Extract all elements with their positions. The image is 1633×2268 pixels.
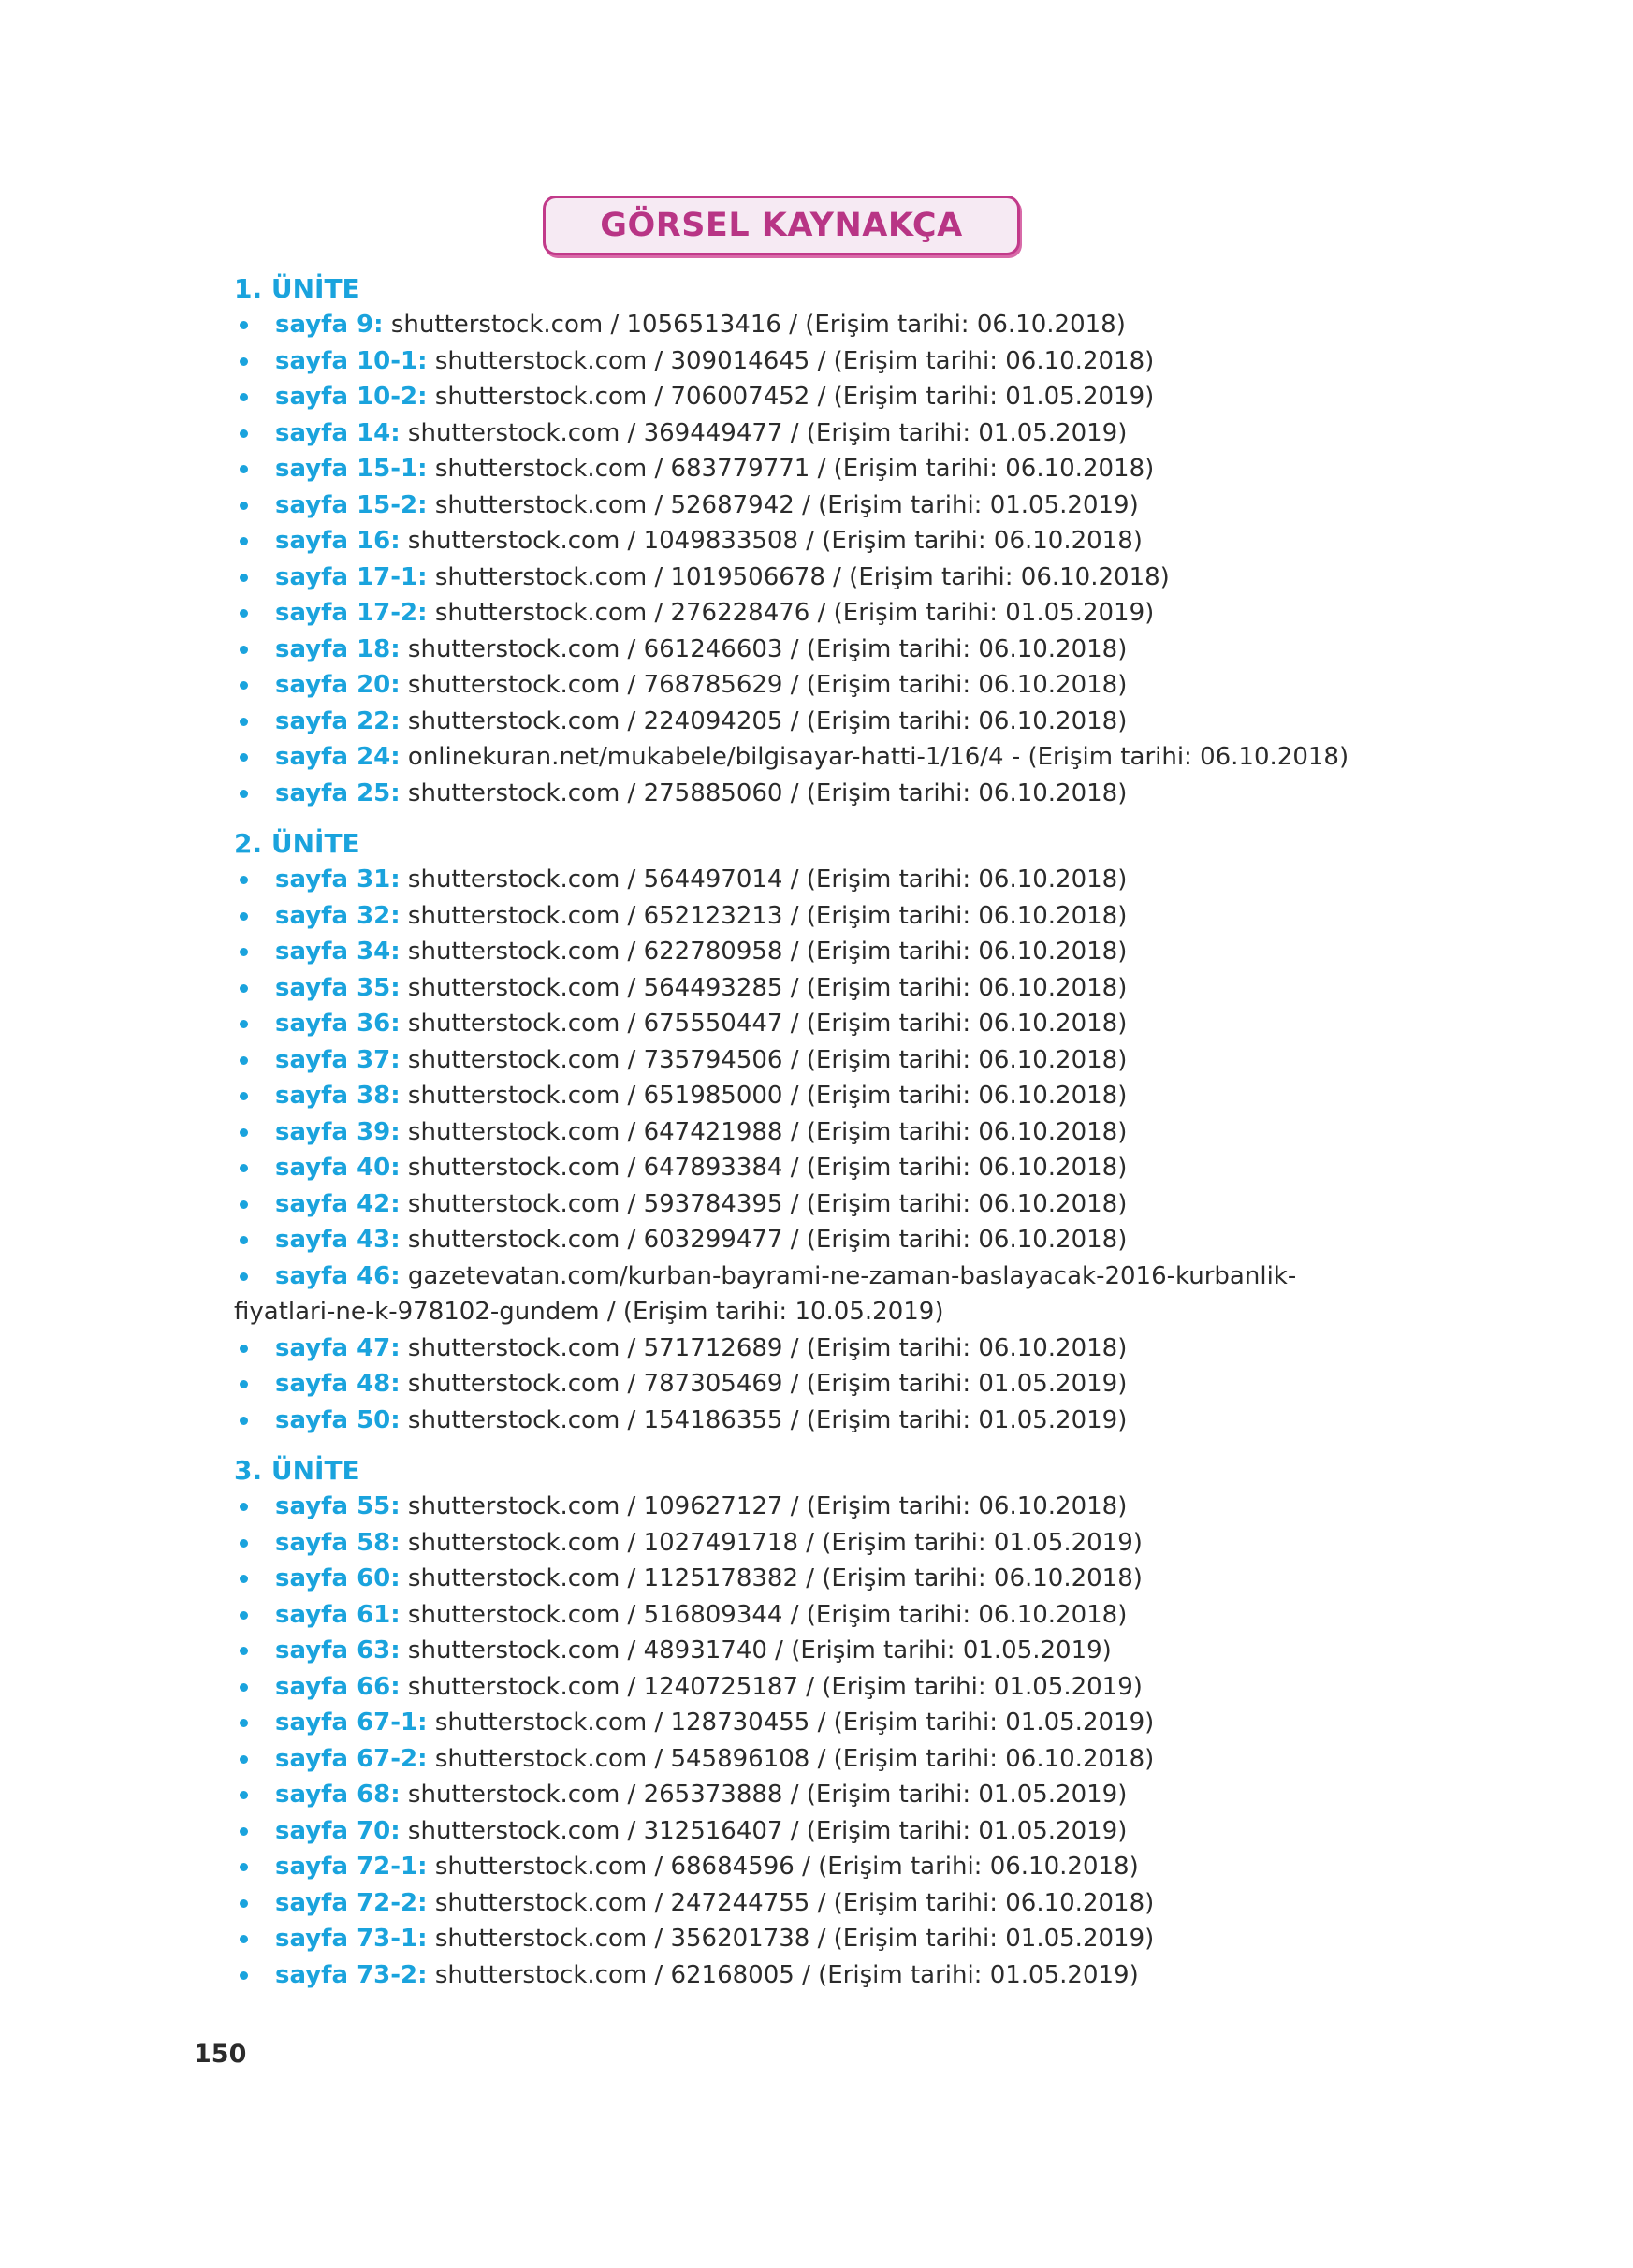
page-label: sayfa 31: bbox=[275, 865, 401, 894]
source-text: shutterstock.com / 1049833508 / (Erişim tarihi: 06.10.2018) bbox=[407, 527, 1143, 555]
list-item bbox=[234, 487, 1451, 524]
source-text: shutterstock.com / 622780958 / (Erişim tarihi: 06.10.2018) bbox=[407, 938, 1128, 966]
list-item bbox=[234, 595, 1451, 632]
source-text: gazetevatan.com/kurban-bayrami-ne-zaman-baslayacak-2016-kurbanlik-fiyatlari-ne-k-978102-gundem / (Erişim tarihi: 10.05.2019) bbox=[234, 1261, 1297, 1326]
source-text: shutterstock.com / 1056513416 / (Erişim tarihi: 06.10.2018) bbox=[390, 311, 1126, 339]
page-label: sayfa 63: bbox=[275, 1636, 401, 1665]
bullet-icon bbox=[240, 876, 248, 884]
bullet-icon bbox=[240, 1827, 248, 1836]
page-title: GÖRSEL KAYNAKÇA bbox=[600, 207, 963, 244]
source-text: shutterstock.com / 68684596 / (Erişim tarihi: 06.10.2018) bbox=[434, 1853, 1139, 1881]
source-text: shutterstock.com / 647893384 / (Erişim tarihi: 06.10.2018) bbox=[407, 1154, 1128, 1182]
source-text: shutterstock.com / 564497014 / (Erişim tarihi: 06.10.2018) bbox=[407, 865, 1128, 894]
page-label: sayfa 73-2: bbox=[275, 1960, 428, 1989]
page-label: sayfa 50: bbox=[275, 1405, 401, 1434]
list-item bbox=[234, 1561, 1451, 1597]
list-item bbox=[234, 776, 1451, 812]
page-label: sayfa 42: bbox=[275, 1189, 401, 1218]
page-label: sayfa 18: bbox=[275, 634, 401, 663]
list-item bbox=[234, 667, 1451, 704]
source-text: shutterstock.com / 48931740 / (Erişim tarihi: 01.05.2019) bbox=[407, 1636, 1112, 1665]
section-gap bbox=[234, 1438, 1451, 1453]
bullet-icon bbox=[240, 790, 248, 798]
source-text: shutterstock.com / 571712689 / (Erişim tarihi: 06.10.2018) bbox=[407, 1333, 1128, 1362]
list-item bbox=[234, 1741, 1451, 1778]
page-label: sayfa 15-1: bbox=[275, 455, 428, 483]
source-text: shutterstock.com / 593784395 / (Erişim tarihi: 06.10.2018) bbox=[407, 1189, 1128, 1218]
list-item bbox=[234, 1078, 1451, 1114]
source-text: shutterstock.com / 128730455 / (Erişim tarihi: 01.05.2019) bbox=[434, 1708, 1155, 1737]
page-label: sayfa 16: bbox=[275, 527, 401, 555]
source-text: shutterstock.com / 356201738 / (Erişim tarihi: 01.05.2019) bbox=[434, 1925, 1155, 1953]
unit-heading: 2. ÜNİTE bbox=[234, 828, 360, 859]
bullet-icon bbox=[240, 537, 248, 545]
bullet-icon bbox=[240, 465, 248, 473]
list-item bbox=[234, 1777, 1451, 1813]
bullet-icon bbox=[240, 1164, 248, 1172]
page-label: sayfa 47: bbox=[275, 1333, 401, 1362]
list-item bbox=[234, 307, 1451, 343]
page-label: sayfa 34: bbox=[275, 938, 401, 966]
bullet-icon bbox=[240, 948, 248, 956]
page-label: sayfa 55: bbox=[275, 1492, 401, 1520]
bullet-icon bbox=[240, 1647, 248, 1655]
list-item bbox=[234, 704, 1451, 740]
list-item bbox=[234, 1042, 1451, 1079]
page-label: sayfa 61: bbox=[275, 1600, 401, 1629]
source-text: shutterstock.com / 603299477 / (Erişim tarihi: 06.10.2018) bbox=[407, 1226, 1128, 1254]
bullet-icon bbox=[240, 1345, 248, 1353]
page-label: sayfa 17-2: bbox=[275, 599, 428, 627]
bullet-icon bbox=[240, 1611, 248, 1620]
list-item bbox=[234, 739, 1451, 776]
list-item bbox=[234, 1849, 1451, 1885]
bullet-icon bbox=[240, 1272, 248, 1281]
list-item bbox=[234, 415, 1451, 452]
list-item bbox=[234, 632, 1451, 668]
source-text: shutterstock.com / 109627127 / (Erişim tarihi: 06.10.2018) bbox=[407, 1492, 1128, 1520]
bullet-icon bbox=[240, 1056, 248, 1065]
page-label: sayfa 22: bbox=[275, 706, 401, 735]
page-label: sayfa 10-1: bbox=[275, 346, 428, 375]
page-label: sayfa 68: bbox=[275, 1781, 401, 1809]
bullet-icon bbox=[240, 1092, 248, 1100]
page-label: sayfa 48: bbox=[275, 1370, 401, 1398]
page-label: sayfa 67-2: bbox=[275, 1744, 428, 1773]
page-label: sayfa 14: bbox=[275, 418, 401, 447]
source-text: shutterstock.com / 224094205 / (Erişim tarihi: 06.10.2018) bbox=[407, 706, 1128, 735]
list-item bbox=[234, 451, 1451, 487]
list-item bbox=[234, 379, 1451, 415]
source-text: shutterstock.com / 1240725187 / (Erişim tarihi: 01.05.2019) bbox=[407, 1672, 1143, 1701]
bullet-icon bbox=[240, 1236, 248, 1244]
list-item bbox=[234, 560, 1451, 596]
list-item bbox=[234, 1258, 1301, 1330]
bullet-icon bbox=[240, 1791, 248, 1799]
list-item bbox=[234, 1669, 1451, 1706]
bullet-icon bbox=[240, 429, 248, 438]
page-label: sayfa 17-1: bbox=[275, 562, 428, 591]
list-item bbox=[234, 1813, 1451, 1850]
reference-list bbox=[234, 307, 1451, 811]
bullet-icon bbox=[240, 393, 248, 401]
page-label: sayfa 35: bbox=[275, 973, 401, 1002]
list-item bbox=[234, 1921, 1451, 1957]
list-item bbox=[234, 934, 1451, 970]
list-item bbox=[234, 523, 1451, 560]
page-label: sayfa 70: bbox=[275, 1816, 401, 1845]
bullet-icon bbox=[240, 753, 248, 762]
list-item bbox=[234, 1597, 1451, 1634]
source-text: shutterstock.com / 1125178382 / (Erişim tarihi: 06.10.2018) bbox=[407, 1564, 1143, 1592]
source-text: shutterstock.com / 545896108 / (Erişim tarihi: 06.10.2018) bbox=[434, 1744, 1155, 1773]
page-number: 150 bbox=[194, 2040, 247, 2069]
list-item bbox=[234, 1885, 1451, 1922]
list-item bbox=[234, 1366, 1451, 1403]
source-text: shutterstock.com / 706007452 / (Erişim tarihi: 01.05.2019) bbox=[434, 383, 1155, 411]
page-label: sayfa 10-2: bbox=[275, 383, 428, 411]
source-text: shutterstock.com / 265373888 / (Erişim tarihi: 01.05.2019) bbox=[407, 1781, 1128, 1809]
list-item bbox=[234, 1489, 1451, 1525]
list-item bbox=[234, 1705, 1451, 1741]
unit-heading: 3. ÜNİTE bbox=[234, 1455, 360, 1486]
bullet-icon bbox=[240, 1971, 248, 1980]
bullet-icon bbox=[240, 1575, 248, 1583]
bullet-icon bbox=[240, 1683, 248, 1692]
section-gap bbox=[234, 811, 1451, 826]
list-item bbox=[234, 1957, 1451, 1994]
bullet-icon bbox=[240, 609, 248, 618]
source-text: shutterstock.com / 247244755 / (Erişim tarihi: 06.10.2018) bbox=[434, 1888, 1155, 1917]
page-label: sayfa 40: bbox=[275, 1154, 401, 1182]
page-label: sayfa 15-2: bbox=[275, 490, 428, 519]
source-text: shutterstock.com / 647421988 / (Erişim tarihi: 06.10.2018) bbox=[407, 1117, 1128, 1146]
source-text: shutterstock.com / 309014645 / (Erişim tarihi: 06.10.2018) bbox=[434, 346, 1155, 375]
page-label: sayfa 66: bbox=[275, 1672, 401, 1701]
list-item bbox=[234, 1633, 1451, 1669]
page-label: sayfa 73-1: bbox=[275, 1925, 428, 1953]
bullet-icon bbox=[240, 1503, 248, 1511]
list-item bbox=[234, 898, 1451, 935]
source-text: shutterstock.com / 52687942 / (Erişim tarihi: 01.05.2019) bbox=[434, 490, 1139, 519]
source-text: shutterstock.com / 154186355 / (Erişim tarihi: 01.05.2019) bbox=[407, 1405, 1128, 1434]
source-text: shutterstock.com / 661246603 / (Erişim tarihi: 06.10.2018) bbox=[407, 634, 1128, 663]
page-label: sayfa 46: bbox=[275, 1261, 401, 1290]
bullet-icon bbox=[240, 502, 248, 510]
source-text: shutterstock.com / 62168005 / (Erişim tarihi: 01.05.2019) bbox=[434, 1960, 1139, 1989]
list-item bbox=[234, 1525, 1451, 1562]
source-text: shutterstock.com / 564493285 / (Erişim tarihi: 06.10.2018) bbox=[407, 973, 1128, 1002]
reference-list bbox=[234, 862, 1451, 1438]
bullet-icon bbox=[240, 718, 248, 726]
source-text: shutterstock.com / 312516407 / (Erişim tarihi: 01.05.2019) bbox=[407, 1816, 1128, 1845]
page-label: sayfa 36: bbox=[275, 1010, 401, 1038]
page-label: sayfa 67-1: bbox=[275, 1708, 428, 1737]
bullet-icon bbox=[240, 984, 248, 993]
source-text: shutterstock.com / 675550447 / (Erişim tarihi: 06.10.2018) bbox=[407, 1010, 1128, 1038]
source-text: shutterstock.com / 276228476 / (Erişim tarihi: 01.05.2019) bbox=[434, 599, 1155, 627]
bullet-icon bbox=[240, 1200, 248, 1209]
bullet-icon bbox=[240, 1899, 248, 1908]
bullet-icon bbox=[240, 1719, 248, 1727]
source-text: shutterstock.com / 683779771 / (Erişim tarihi: 06.10.2018) bbox=[434, 455, 1155, 483]
source-text: shutterstock.com / 651985000 / (Erişim tarihi: 06.10.2018) bbox=[407, 1082, 1128, 1110]
bullet-icon bbox=[240, 1417, 248, 1425]
page-label: sayfa 60: bbox=[275, 1564, 401, 1592]
source-text: shutterstock.com / 735794506 / (Erişim tarihi: 06.10.2018) bbox=[407, 1045, 1128, 1074]
bullet-icon bbox=[240, 912, 248, 921]
bullet-icon bbox=[240, 1863, 248, 1871]
page-label: sayfa 72-1: bbox=[275, 1853, 428, 1881]
page-label: sayfa 20: bbox=[275, 671, 401, 699]
source-text: shutterstock.com / 652123213 / (Erişim tarihi: 06.10.2018) bbox=[407, 901, 1128, 930]
page-label: sayfa 58: bbox=[275, 1528, 401, 1557]
bullet-icon bbox=[240, 574, 248, 582]
list-item bbox=[234, 970, 1451, 1007]
bibliography-content bbox=[234, 271, 1451, 1993]
list-item bbox=[234, 1006, 1451, 1042]
bullet-icon bbox=[240, 1935, 248, 1943]
page-label: sayfa 43: bbox=[275, 1226, 401, 1254]
list-item bbox=[234, 1403, 1451, 1439]
bullet-icon bbox=[240, 1755, 248, 1764]
page-label: sayfa 32: bbox=[275, 901, 401, 930]
list-item bbox=[234, 1186, 1451, 1223]
page-label: sayfa 25: bbox=[275, 778, 401, 807]
page-label: sayfa 9: bbox=[275, 311, 384, 339]
page-label: sayfa 24: bbox=[275, 743, 401, 771]
unit-heading: 1. ÜNİTE bbox=[234, 273, 360, 304]
bullet-icon bbox=[240, 646, 248, 654]
bullet-icon bbox=[240, 357, 248, 366]
source-text: shutterstock.com / 787305469 / (Erişim tarihi: 01.05.2019) bbox=[407, 1370, 1128, 1398]
page-label: sayfa 38: bbox=[275, 1082, 401, 1110]
reference-list bbox=[234, 1489, 1451, 1993]
page-label: sayfa 72-2: bbox=[275, 1888, 428, 1917]
source-text: shutterstock.com / 275885060 / (Erişim tarihi: 06.10.2018) bbox=[407, 778, 1128, 807]
list-item bbox=[234, 1222, 1451, 1258]
bullet-icon bbox=[240, 1380, 248, 1388]
source-text: shutterstock.com / 1019506678 / (Erişim tarihi: 06.10.2018) bbox=[434, 562, 1170, 591]
bullet-icon bbox=[240, 681, 248, 690]
source-text: shutterstock.com / 369449477 / (Erişim tarihi: 01.05.2019) bbox=[407, 418, 1128, 447]
source-text: shutterstock.com / 768785629 / (Erişim tarihi: 06.10.2018) bbox=[407, 671, 1128, 699]
list-item bbox=[234, 1150, 1451, 1186]
list-item bbox=[234, 1330, 1451, 1367]
bullet-icon bbox=[240, 1539, 248, 1548]
list-item bbox=[234, 862, 1451, 898]
page-label: sayfa 37: bbox=[275, 1045, 401, 1074]
source-text: onlinekuran.net/mukabele/bilgisayar-hatti-1/16/4 - (Erişim tarihi: 06.10.2018) bbox=[407, 743, 1349, 771]
list-item bbox=[234, 1114, 1451, 1151]
bullet-icon bbox=[240, 321, 248, 329]
bullet-icon bbox=[240, 1020, 248, 1028]
title-banner bbox=[543, 196, 1020, 255]
bullet-icon bbox=[240, 1128, 248, 1137]
source-text: shutterstock.com / 516809344 / (Erişim tarihi: 06.10.2018) bbox=[407, 1600, 1128, 1629]
source-text: shutterstock.com / 1027491718 / (Erişim tarihi: 01.05.2019) bbox=[407, 1528, 1143, 1557]
list-item bbox=[234, 343, 1451, 380]
page-label: sayfa 39: bbox=[275, 1117, 401, 1146]
